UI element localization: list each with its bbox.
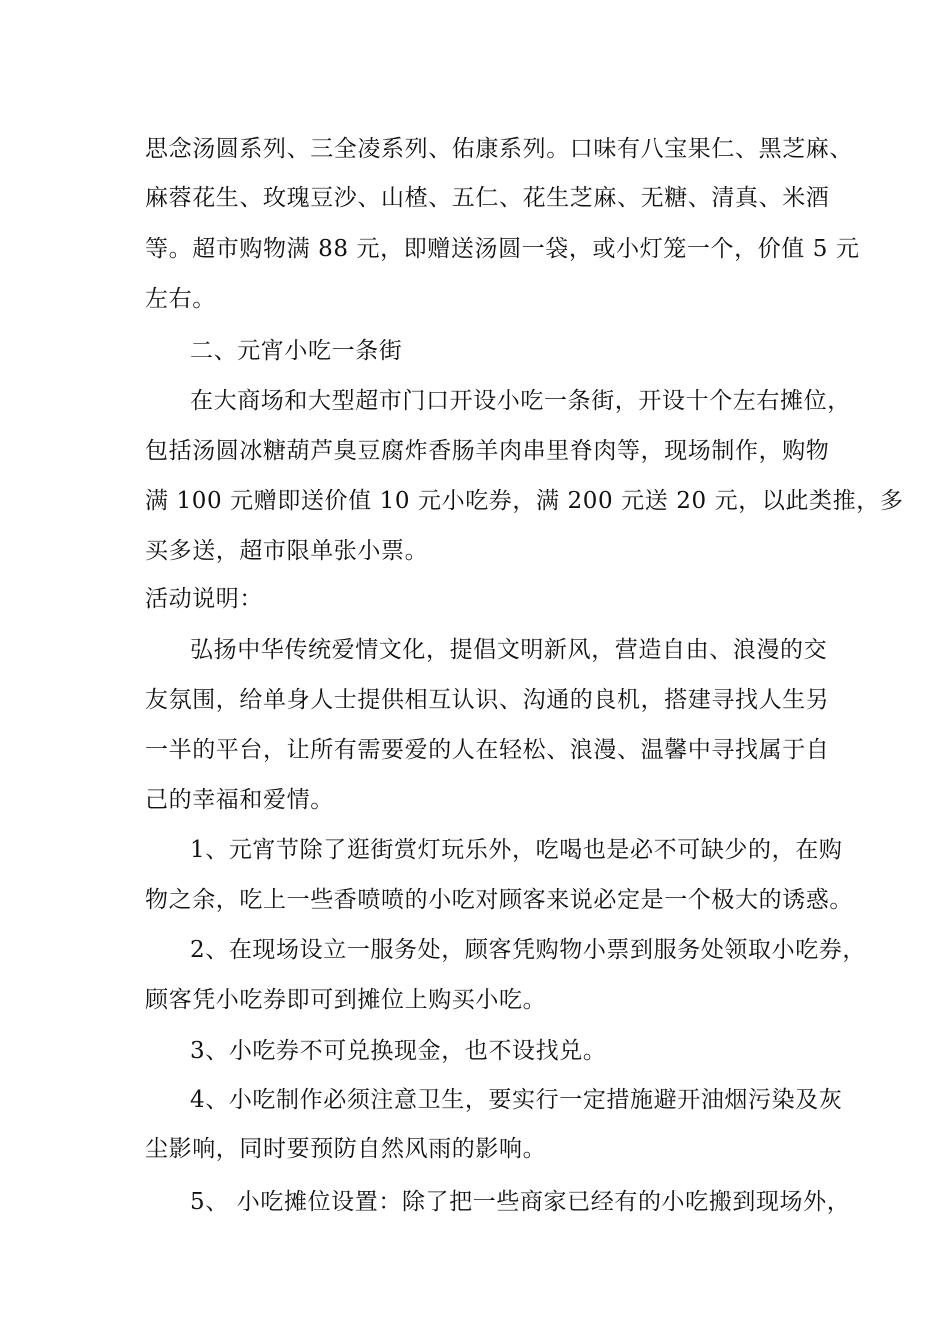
text-line: 顾客凭小吃券即可到摊位上购买小吃。 <box>145 987 547 1013</box>
list-item-3: 3、小吃券不可兑换现金，也不设找兑。 <box>190 1038 607 1064</box>
list-item-1: 1、元宵节除了逛街赏灯玩乐外，吃喝也是必不可缺少的，在购 <box>190 837 843 863</box>
activity-description-label: 活动说明： <box>145 586 263 612</box>
text-line: 满 100 元赠即送价值 10 元小吃券，满 200 元送 20 元，以此类推，多 <box>145 488 904 514</box>
text-line: 包括汤圆冰糖葫芦臭豆腐炸香肠羊肉串里脊肉等，现场制作，购物 <box>145 438 830 464</box>
text-line: 尘影响，同时要预防自然风雨的影响。 <box>145 1136 547 1162</box>
text-line: 己的幸福和爱情。 <box>145 787 334 813</box>
text-line: 弘扬中华传统爱情文化，提倡文明新风，营造自由、浪漫的交 <box>190 637 828 663</box>
text-line: 友氛围，给单身人士提供相互认识、沟通的良机，搭建寻找人生另 <box>145 687 830 713</box>
text-line: 物之余，吃上一些香喷喷的小吃对顾客来说必定是一个极大的诱惑。 <box>145 887 853 913</box>
text-line: 等。超市购物满 88 元，即赠送汤圆一袋，或小灯笼一个，价值 5 元 <box>145 236 860 262</box>
text-line: 麻蓉花生、玫瑰豆沙、山楂、五仁、花生芝麻、无糖、清真、米酒 <box>145 185 830 211</box>
list-item-2: 2、在现场设立一服务处，顾客凭购物小票到服务处领取小吃券， <box>190 937 867 963</box>
text-line: 一半的平台，让所有需要爱的人在轻松、浪漫、温馨中寻找属于自 <box>145 737 830 763</box>
text-line: 左右。 <box>145 286 216 312</box>
text-line: 在大商场和大型超市门口开设小吃一条街，开设十个左右摊位， <box>190 388 851 414</box>
text-line: 买多送，超市限单张小票。 <box>145 538 429 564</box>
text-line: 思念汤圆系列、三全凌系列、佑康系列。口味有八宝果仁、黑芝麻、 <box>145 136 853 162</box>
list-item-5: 5、 小吃摊位设置：除了把一些商家已经有的小吃搬到现场外， <box>190 1189 851 1215</box>
section-heading: 二、元宵小吃一条街 <box>190 338 403 364</box>
list-item-4: 4、小吃制作必须注意卫生，要实行一定措施避开油烟污染及灰 <box>190 1087 843 1113</box>
